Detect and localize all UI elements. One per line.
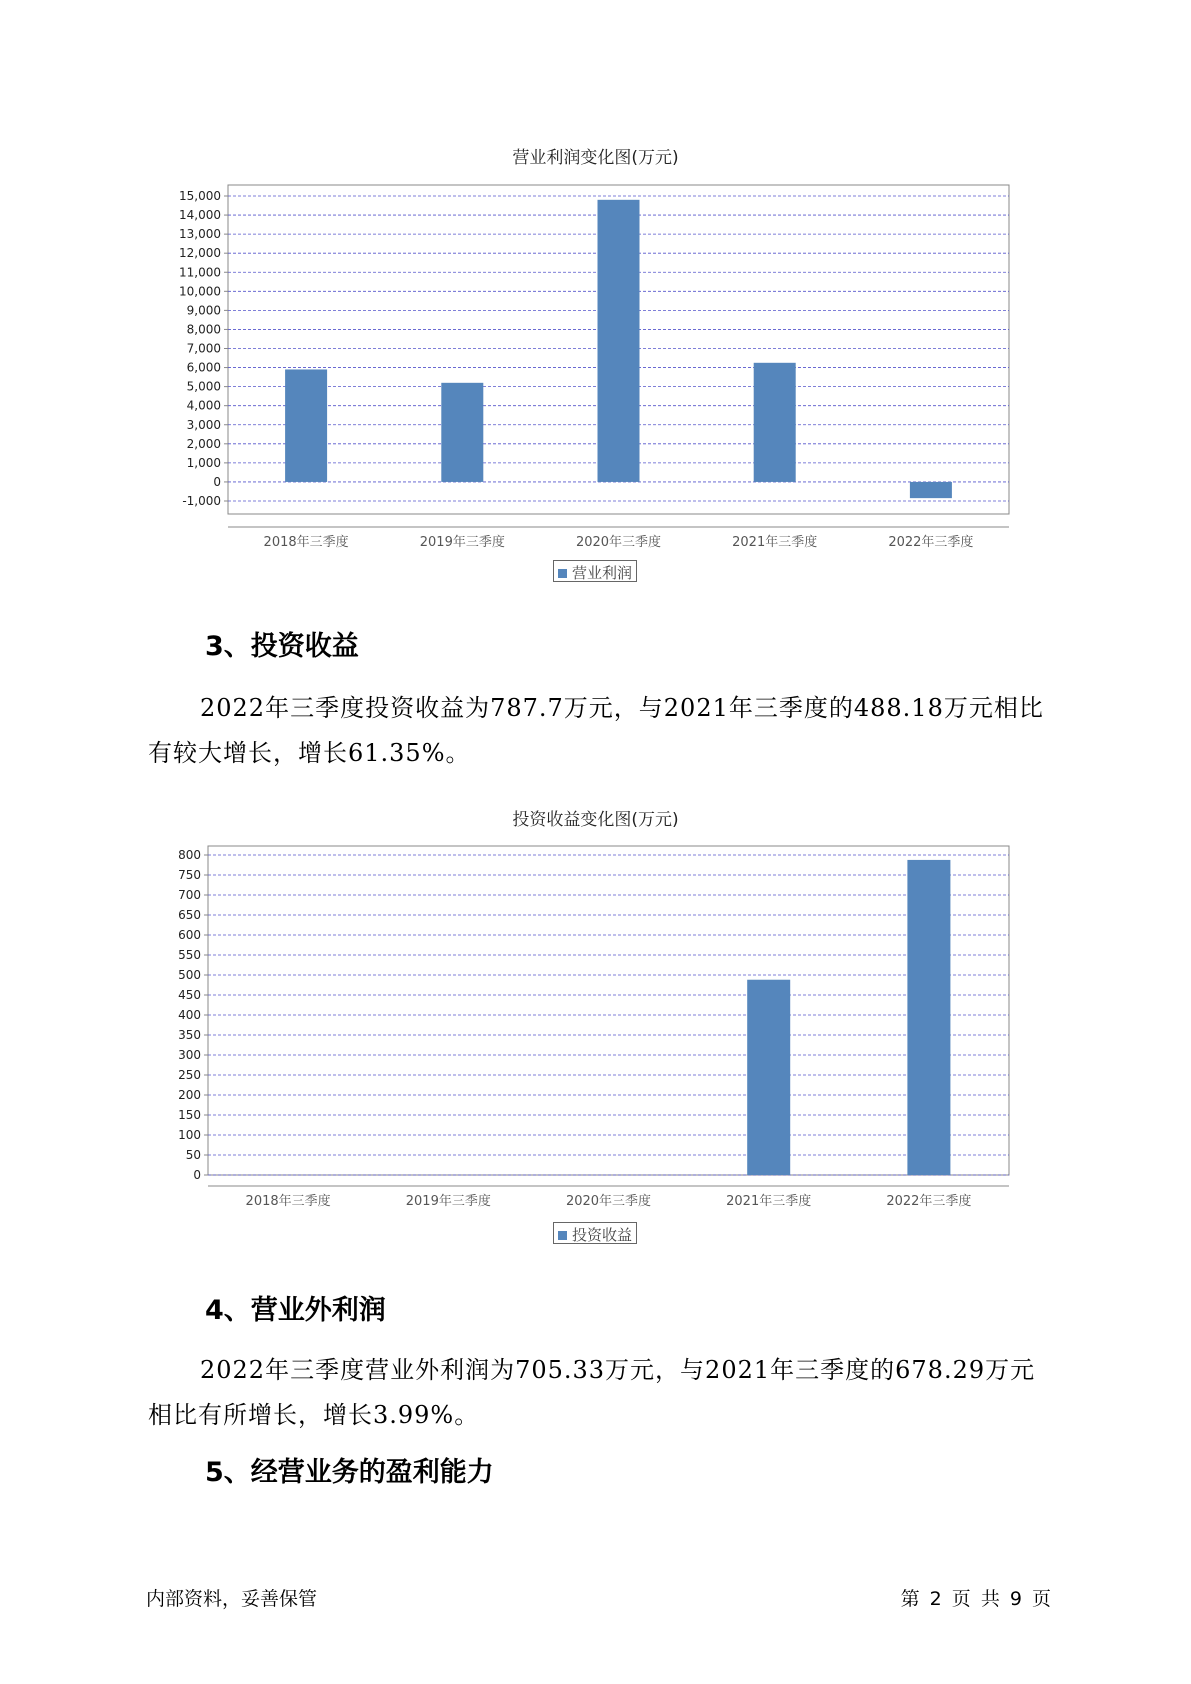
y-tick-label: 12,000 [179,246,221,261]
bar [441,383,483,482]
footer-page-number: 第 2 页 共 9 页 [900,1588,1051,1610]
section-text-3: 2022年三季度投资收益为787.7万元，与2021年三季度的488.18万元相比有较大增长，增长61.35%。 [148,694,1044,767]
y-tick-label: 300 [178,1048,201,1062]
x-tick-label: 2018年三季度 [245,1194,331,1209]
chart-title-investment-income: 投资收益变化图(万元) [512,810,679,830]
investment-income-chart [0,838,1191,1258]
legend-investment-income [553,1222,637,1244]
y-tick-label: 400 [178,1008,201,1022]
bar [598,200,640,482]
bar [285,369,327,481]
bar [907,860,950,1175]
y-tick-label: 800 [178,848,201,862]
y-tick-label: 650 [178,908,201,922]
x-tick-label: 2022年三季度 [886,1194,972,1209]
y-tick-label: -1,000 [182,494,221,508]
y-tick-label: 200 [178,1088,201,1102]
section-heading-4: 4、营业外利润 [205,1295,386,1326]
x-tick-label: 2020年三季度 [575,535,662,550]
x-tick-label: 2022年三季度 [888,535,974,550]
y-tick-label: 500 [178,968,201,982]
bar [754,363,796,482]
y-tick-label: 550 [178,948,201,962]
y-tick-label: 4,000 [186,398,221,413]
legend-label: 投资收益 [572,1226,633,1244]
y-tick-label: 450 [178,988,201,1002]
y-tick-label: 15,000 [179,189,221,203]
y-tick-label: 750 [178,868,201,882]
y-tick-label: 2,000 [186,436,221,451]
legend-swatch [558,569,567,578]
x-tick-label: 2019年三季度 [419,535,505,550]
y-tick-label: 11,000 [179,265,221,280]
y-tick-label: 3,000 [186,417,221,432]
y-tick-label: 6,000 [186,360,221,375]
y-tick-label: 600 [178,928,201,942]
y-tick-label: 700 [178,888,201,902]
y-tick-label: 10,000 [179,284,221,299]
y-tick-label: 0 [213,474,221,489]
y-tick-label: 50 [185,1148,201,1162]
x-tick-label: 2021年三季度 [726,1194,812,1209]
bar [747,980,790,1175]
x-tick-label: 2020年三季度 [565,1194,652,1209]
x-tick-label: 2019年三季度 [405,1194,491,1209]
y-tick-label: 0 [193,1168,201,1182]
section-heading-3: 3、投资收益 [205,631,359,662]
y-tick-label: 1,000 [186,455,221,470]
y-tick-label: 14,000 [179,208,221,223]
y-tick-label: 8,000 [186,322,221,337]
y-tick-label: 100 [178,1128,201,1142]
y-tick-label: 150 [178,1108,201,1122]
section-heading-5: 5、经营业务的盈利能力 [205,1457,494,1488]
section-text-4: 2022年三季度营业外利润为705.33万元，与2021年三季度的678.29万元相比有所增长，增长3.99%。 [148,1356,1036,1429]
x-tick-label: 2018年三季度 [263,535,349,550]
legend-label: 营业利润 [572,564,633,582]
y-tick-label: 250 [178,1068,201,1082]
legend-swatch [558,1231,567,1240]
x-tick-label: 2021年三季度 [732,535,818,550]
y-tick-label: 350 [178,1028,201,1042]
bar [910,482,952,498]
y-tick-label: 13,000 [179,227,221,242]
footer-confidential: 内部资料，妥善保管 [146,1588,318,1610]
y-tick-label: 9,000 [186,303,221,318]
y-tick-label: 5,000 [186,379,221,394]
chart-title-operating-profit: 营业利润变化图(万元) [512,148,679,168]
legend-operating-profit [553,560,637,582]
operating-profit-chart [0,175,1191,595]
y-tick-label: 7,000 [186,341,221,356]
